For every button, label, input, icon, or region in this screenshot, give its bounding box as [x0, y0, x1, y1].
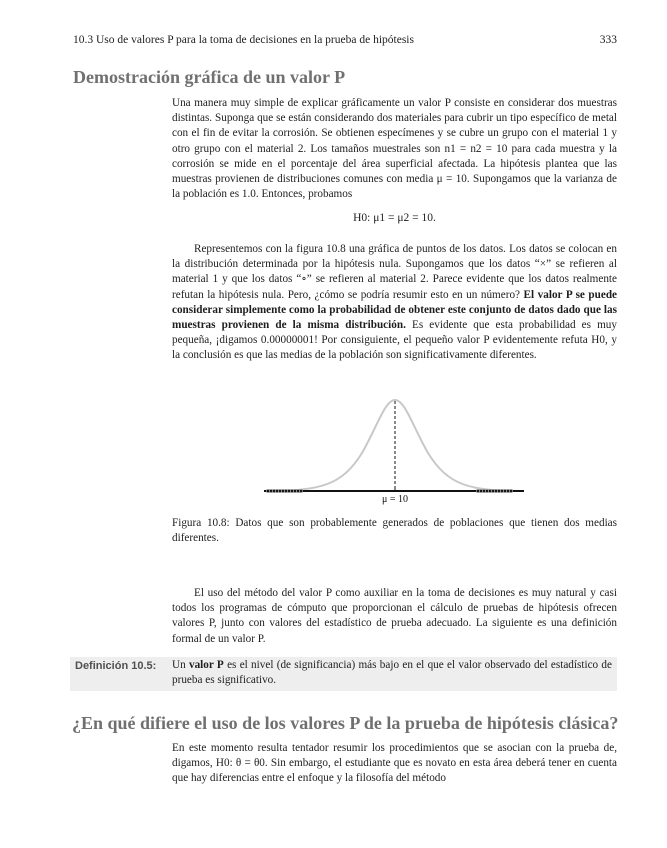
comparison-paragraph: [172, 741, 617, 787]
paragraph-2: [172, 242, 617, 364]
p-value-usage-paragraph: [172, 586, 617, 647]
page-number: 333: [599, 34, 617, 46]
definition-text-start: Un: [172, 659, 186, 671]
paragraph-4: En este momento resulta tentador resumir los procedimientos que se asocian con la prueba de, digamos, H0: θ = θ0. Sin embargo, el estudiante que es novato en esta área deberá tener en cuenta que hay diferencias entre el enfoque y la filosofía del método: [172, 742, 617, 785]
section-heading-comparison: ¿En qué difiere el uso de los valores P de la prueba de hipótesis clásica?: [72, 713, 619, 733]
paragraph-2-end: Es evidente que esta probabilidad es muy pequeña, ¡digamos 0.00000001! Por consiguiente, el pequeño valor P evidentemente refuta H0, y la conclusión es que las medias de la población son significativamente diferentes.: [172, 319, 617, 362]
definition-term: valor P: [188, 659, 224, 671]
paragraph-1: Una manera muy simple de explicar gráficamente un valor P consiste en considerar dos muestras distintas. Suponga que se están considerando dos materiales para cubrir un tipo específico de metal con el fin de evitar la corrosión. Se obtienen especímenes y se cubre un grupo con el material 1 y otro grupo con el material 2. Los tamaños muestrales son n1 = n2 = 10 para cada muestra y la corrosión se mide en el porcentaje del área superficial afectada. La hipótesis plantea que las muestras provienen de distribuciones comunes con media μ = 10. Supongamos que la varianza de la población es 1.0. Entonces, probamos: [172, 97, 617, 201]
normal-curve: [264, 400, 524, 491]
mean-axis-label: μ = 10: [381, 494, 409, 505]
section-heading-p-value-demo: Demostración gráfica de un valor P: [73, 67, 346, 87]
p-value-key-statement: El valor P se puede considerar simplemente como la probabilidad de obtener este conjunto de datos dado que las muestras provienen de la misma distribución.: [172, 288, 618, 332]
definition-text-end: es el nivel (de significancia) más bajo en el que el valor observado del estadístico de prueba es significativo.: [172, 659, 612, 687]
running-title: 10.3 Uso de valores P para la toma de decisiones en la prueba de hipótesis: [73, 34, 414, 46]
paragraph-3: El uso del método del valor P como auxiliar en la toma de decisiones es muy natural y casi todos los programas de cómputo que proporcionan el cálculo de pruebas de hipótesis ofrecen valores P, junto con valores del estadístico de prueba adecuado. La siguiente es una definición formal de un valor P.: [172, 587, 617, 645]
figure-10-8: [262, 393, 524, 505]
null-hypothesis-equation: H0: μ1 = μ2 = 10.: [353, 212, 436, 224]
intro-paragraph: [172, 96, 617, 202]
normal-curve-plot: [262, 393, 524, 505]
running-header: [73, 34, 617, 48]
dot-plot-paragraph: [172, 242, 617, 364]
definition-text: [172, 658, 612, 688]
paragraph-2-start: Representemos con la figura 10.8 una gráfica de puntos de los datos. Los datos se colocan en la distribución determinada por la hipótesis nula. Supongamos que los datos “×” se refieren al material 1 y que los datos “∘” se refieren al material 2. Parece evidente que los datos realmente refutan la hipótesis nula. Pero, ¿cómo se podría resumir esto en un número?: [172, 243, 617, 301]
figure-caption: Figura 10.8: Datos que son probablemente generados de poblaciones que tienen dos medias diferentes.: [172, 517, 617, 545]
definition-label: Definición 10.5:: [75, 660, 157, 672]
